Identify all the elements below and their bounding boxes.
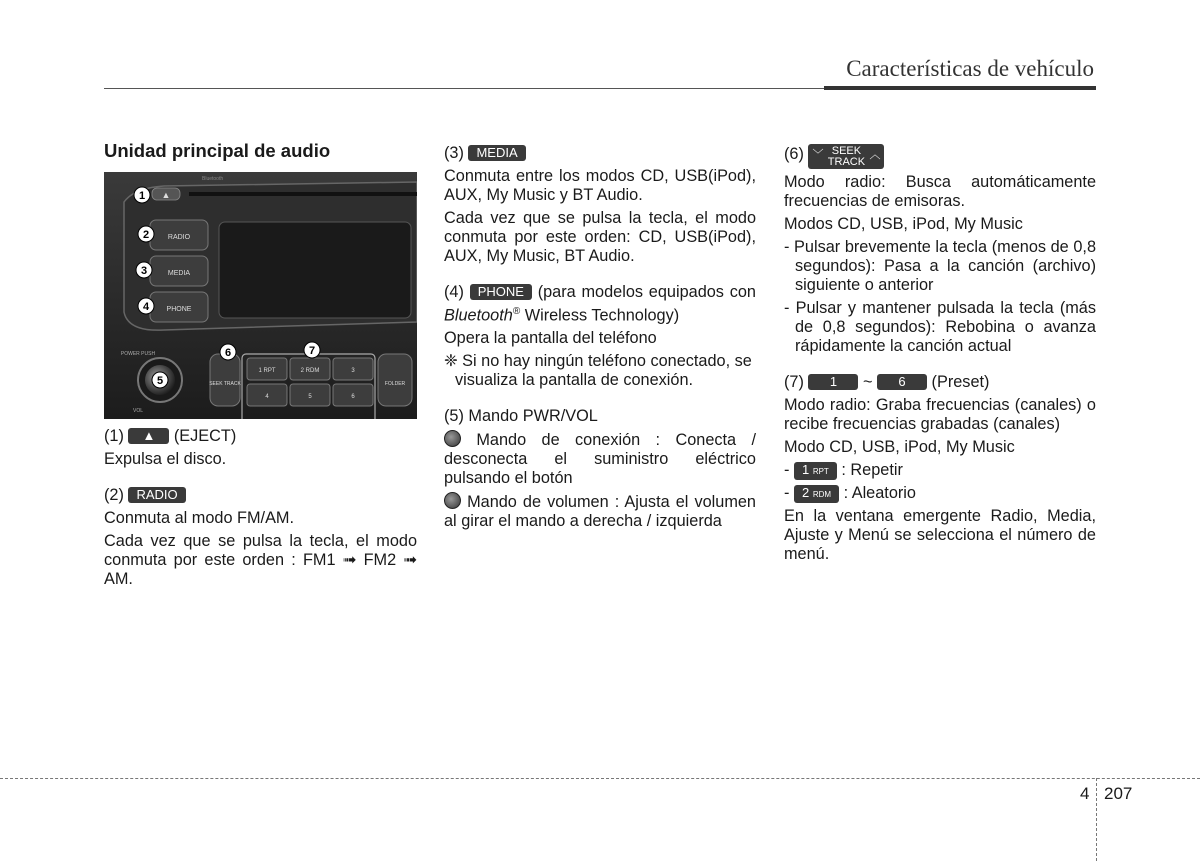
rpt-text: : Repetir (841, 461, 903, 479)
item-6-number: (6) (784, 145, 804, 163)
item-1-text: Expulsa el disco. (104, 450, 227, 468)
callout-7: 7 (308, 345, 316, 357)
item-4-heading (444, 283, 756, 325)
preset-1: 1 RPT (258, 368, 276, 374)
bluetooth-label: Bluetooth (202, 176, 224, 182)
item-5-item-1-text: Mando de conexión : Conecta / desconecta el suministro eléctrico pulsando el botón (444, 431, 756, 488)
item-5-item-2 (444, 492, 756, 531)
item-5-item-1 (444, 430, 756, 488)
phone-badge: PHONE (470, 284, 532, 300)
callout-5: 5 (156, 375, 164, 387)
callout-1: 1 (138, 190, 146, 202)
item-2-heading (104, 486, 417, 505)
item-3-text-1: Conmuta entre los modos CD, USB(iPod), AUX, My Music y BT Audio. (444, 167, 756, 204)
item-1-heading (104, 427, 417, 446)
column-3 (784, 140, 1096, 568)
column-2 (444, 140, 756, 535)
audio-unit-photo (104, 172, 417, 419)
item-4-note: ❈ Si no hay ningún teléfono conectado, se visualiza la pantalla de conexión. (444, 352, 752, 390)
footer-rule (0, 778, 1200, 779)
media-button-label: MEDIA (167, 270, 191, 277)
item-6-text-2: Modos CD, USB, iPod, My Music (784, 215, 1023, 233)
item-6-list-2: - Pulsar y mantener pulsada la tecla (más de 0,8 segundos): Rebobina o avanza rápidamente la canción actual (784, 299, 1096, 355)
knob-icon (444, 492, 461, 509)
seek-label: SEEK TRACK (209, 381, 241, 387)
item-7-rdm: - 2 RDM : Aleatorio (784, 484, 916, 502)
preset-5: 5 (308, 394, 312, 400)
callout-3: 3 (140, 265, 148, 277)
tilde: ~ (862, 373, 873, 391)
eject-glyph: ▲ (161, 190, 171, 200)
item-2-number: (2) (104, 486, 124, 504)
seek-track-badge (808, 144, 884, 169)
item-4-text-2: Opera la pantalla del teléfono (444, 329, 657, 348)
preset-2: 2 RDM (300, 368, 320, 374)
power-label: POWER PUSH (120, 351, 156, 357)
item-7-label: (Preset) (931, 373, 990, 391)
page-header-title: Características de vehículo (846, 56, 1094, 81)
item-3-heading (444, 144, 756, 163)
knob-icon (444, 430, 461, 447)
page-number: 207 (1104, 784, 1133, 803)
item-3-number: (3) (444, 144, 464, 162)
header-rule-accent (824, 86, 1096, 90)
item-2-text-2: Cada vez que se pulsa la tecla, el modo conmuta por este orden : FM1 ➟ FM2 ➟ AM. (104, 532, 417, 588)
eject-badge: ▲ (128, 428, 169, 444)
item-1-label: (EJECT) (173, 427, 237, 445)
item-4-text-a: (para modelos equipados con (537, 283, 756, 301)
item-3-text-2: Cada vez que se pulsa la tecla, el modo conmuta por este orden: CD, USB(iPod), AUX, My Music, BT Audio. (444, 209, 756, 265)
rpt-small: RPT (812, 467, 829, 476)
preset-1-badge: 1 (808, 374, 858, 390)
side-buttons (150, 220, 208, 322)
callout-4: 4 (142, 301, 150, 313)
rdm-text: : Aleatorio (843, 484, 916, 502)
item-4-number: (4) (444, 283, 464, 301)
callout-2: 2 (142, 229, 150, 241)
preset-6: 6 (351, 394, 355, 400)
phone-button-label: PHONE (166, 306, 192, 313)
rdm-badge (794, 485, 839, 503)
preset-3: 3 (351, 368, 355, 374)
preset-6-badge: 6 (877, 374, 927, 390)
rpt-badge (794, 462, 837, 480)
rpt-num: 1 (801, 462, 810, 477)
rdm-small: RDM (812, 490, 832, 499)
item-7-rpt: - 1 RPT : Repetir (784, 461, 903, 479)
audio-unit-illustration (104, 172, 417, 419)
seek-badge-line-2: TRACK (827, 156, 866, 168)
item-1-number: (1) (104, 427, 124, 445)
item-7-text-2: Modo CD, USB, iPod, My Music (784, 438, 1015, 456)
item-4-reg: ® (512, 306, 521, 317)
item-6-list-1: - Pulsar brevemente la tecla (menos de 0,8 segundos): Pasa a la canción (archivo) siguiente o anterior (784, 238, 1096, 294)
section-title: Unidad principal de audio (104, 140, 331, 161)
radio-button-label: RADIO (167, 234, 191, 241)
column-1 (104, 140, 417, 593)
item-7-text-3: En la ventana emergente Radio, Media, Ajuste y Menú se selecciona el número de menú. (784, 507, 1096, 563)
preset-4: 4 (265, 394, 269, 400)
item-4-text-b: Wireless Technology) (524, 306, 680, 325)
vol-label: VOL (132, 408, 144, 414)
chapter-number: 4 (1080, 784, 1090, 803)
chevron-down-icon: ﹀ (812, 149, 824, 161)
item-4-bluetooth: Bluetooth (444, 306, 513, 325)
item-5-item-2-text: Mando de volumen : Ajusta el volumen al girar el mando a derecha / izquierda (444, 493, 756, 531)
radio-badge: RADIO (128, 487, 185, 503)
media-badge: MEDIA (468, 145, 525, 161)
chevron-up-icon: ︿ (869, 149, 881, 161)
rdm-num: 2 (801, 485, 810, 500)
item-6-heading (784, 144, 1096, 169)
item-7-number: (7) (784, 373, 804, 391)
seek-badge-line-1: SEEK (831, 145, 862, 157)
item-7-heading (784, 373, 1096, 392)
item-7-text-1: Modo radio: Graba frecuencias (canales) o recibe frecuencias grabadas (canales) (784, 396, 1096, 433)
item-5-title: (5) Mando PWR/VOL (444, 407, 598, 426)
footer-divider (1096, 778, 1097, 861)
item-2-text-1: Conmuta al modo FM/AM. (104, 509, 295, 527)
folder-label: FOLDER (384, 381, 406, 387)
item-6-text-1: Modo radio: Busca automáticamente frecuencias de emisoras. (784, 173, 1096, 210)
callout-6: 6 (224, 347, 232, 359)
